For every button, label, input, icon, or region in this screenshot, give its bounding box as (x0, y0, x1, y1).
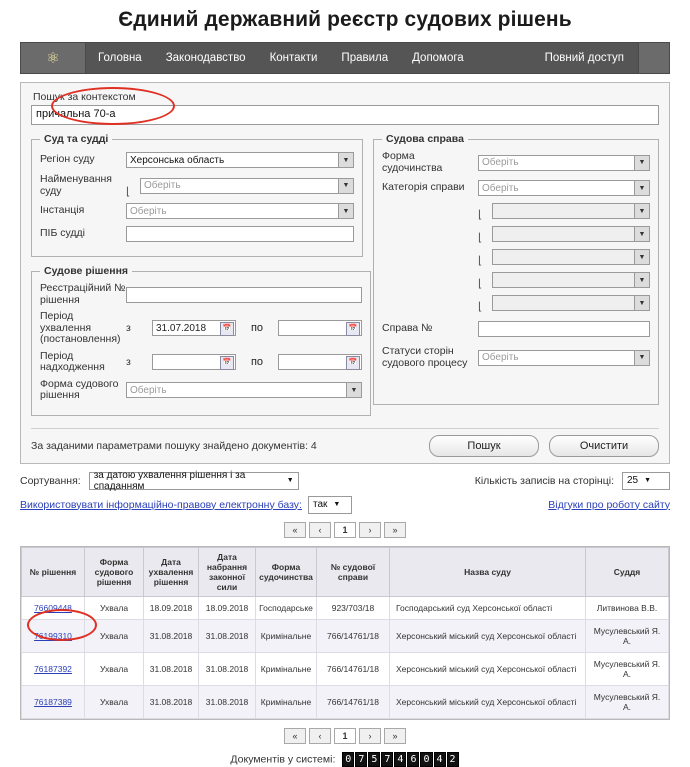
cell-proceeding-form: Кримінальне (256, 619, 317, 652)
pager-last[interactable]: » (384, 522, 406, 538)
category-value: Оберіть (482, 182, 519, 194)
cell-decision-form: Ухвала (85, 619, 144, 652)
clear-button[interactable]: Очистити (549, 435, 659, 457)
reg-number-row (40, 283, 362, 306)
instance-label: Інстанція (40, 204, 85, 217)
counter-digit: 2 (447, 752, 459, 767)
cell-case-number: 766/14761/18 (317, 619, 390, 652)
table-row[interactable] (22, 685, 669, 718)
nav-item-contacts[interactable]: Контакти (269, 52, 318, 64)
reg-number-label: Реєстраційний № рішення (40, 282, 126, 306)
th-judge[interactable]: Суддя (586, 547, 669, 596)
table-body (22, 596, 669, 718)
pager-first[interactable]: « (284, 522, 306, 538)
proceeding-form-select[interactable] (478, 155, 650, 171)
cell-doc-number[interactable] (22, 596, 85, 619)
category-row (382, 179, 650, 197)
receipt-period-row (40, 351, 362, 374)
proceeding-form-value: Оберіть (482, 157, 519, 168)
found-documents-text: За заданими параметрами пошуку знайдено документів: 4 (31, 439, 317, 452)
table-row[interactable] (22, 652, 669, 685)
results-table-wrapper (20, 546, 670, 720)
nav-item-full-access[interactable]: Повний доступ (531, 43, 638, 73)
subcategory-select-1[interactable] (492, 203, 650, 219)
legal-base-value: так (312, 499, 328, 510)
pager-prev[interactable]: ‹ (309, 728, 331, 744)
chevron-down-icon[interactable]: ▼ (634, 351, 649, 365)
subcategory-select-4[interactable] (492, 272, 650, 288)
table-row[interactable] (22, 596, 669, 619)
cell-date-effective: 18.09.2018 (199, 596, 256, 619)
case-fieldset (373, 133, 659, 405)
cell-judge: Мусулевський Я. А. (586, 685, 669, 718)
cell-case-number: 766/14761/18 (317, 652, 390, 685)
cell-decision-form: Ухвала (85, 685, 144, 718)
cell-court-name: Херсонський міський суд Херсонської області (390, 652, 586, 685)
cell-doc-number[interactable] (22, 685, 85, 718)
cell-judge: Мусулевський Я. А. (586, 652, 669, 685)
th-case-number[interactable]: № судової справи (317, 547, 390, 596)
cell-decision-form: Ухвала (85, 596, 144, 619)
cell-judge: Мусулевський Я. А. (586, 619, 669, 652)
results-table (21, 547, 669, 719)
legal-base-select[interactable] (308, 496, 352, 514)
reg-number-input[interactable] (126, 287, 362, 303)
chevron-down-icon[interactable]: ▼ (634, 250, 649, 264)
chevron-down-icon[interactable]: ▼ (346, 383, 361, 397)
region-row (40, 151, 354, 169)
party-status-value: Оберіть (482, 352, 519, 363)
court-fieldset (31, 133, 363, 257)
chevron-down-icon[interactable]: ▼ (333, 501, 341, 508)
legal-base-link[interactable]: Використовувати інформаційно-правову електронну базу: (20, 498, 302, 511)
counter-digit: 7 (355, 752, 367, 767)
region-value: Херсонська область (130, 154, 225, 166)
calendar-icon[interactable]: 📅 (346, 356, 360, 370)
documents-count-label: Документів у системі: (230, 752, 336, 765)
cell-date-effective: 31.08.2018 (199, 652, 256, 685)
decision-form-value: Оберіть (130, 384, 167, 396)
chevron-down-icon[interactable]: ▼ (634, 181, 649, 195)
adopt-period-label: Період ухвалення (постановлення) (40, 310, 121, 345)
adopt-to-prefix: по (250, 322, 264, 335)
counter-digit: 5 (368, 752, 380, 767)
th-court-name[interactable]: Назва суду (390, 547, 586, 596)
search-button[interactable]: Пошук (429, 435, 539, 457)
cell-case-number: 766/14761/18 (317, 685, 390, 718)
chevron-down-icon[interactable]: ▼ (634, 227, 649, 241)
cell-doc-number[interactable] (22, 619, 85, 652)
coat-of-arms-icon: ⚛ (21, 43, 86, 73)
subcategory-row-2 (382, 225, 650, 243)
calendar-icon[interactable]: 📅 (220, 322, 234, 336)
adopt-from-prefix: з (126, 322, 131, 335)
court-fieldset-legend: Суд та судді (44, 133, 109, 145)
per-page-label: Кількість записів на сторінці: (474, 474, 614, 487)
category-select[interactable] (478, 180, 650, 196)
court-name-select[interactable] (140, 178, 354, 194)
tree-elbow-icon: ⌊ (478, 232, 483, 244)
cell-court-name: Херсонський міський суд Херсонської області (390, 685, 586, 718)
subcategory-row-1 (382, 202, 650, 220)
pager-last[interactable]: » (384, 728, 406, 744)
proceeding-form-label: Форма судочинства (382, 150, 443, 174)
chevron-down-icon[interactable]: ▼ (644, 477, 652, 484)
adopt-to-input[interactable] (278, 320, 362, 336)
region-select[interactable] (126, 152, 354, 168)
sort-label: Сортування: (20, 474, 81, 487)
documents-counter (342, 752, 459, 767)
instance-row (40, 202, 354, 220)
decision-fieldset (31, 265, 371, 416)
pager-bottom (0, 728, 690, 744)
cell-doc-number[interactable] (22, 652, 85, 685)
nav-tail (638, 43, 669, 73)
case-number-label: Справа № (382, 322, 433, 335)
chevron-down-icon[interactable]: ▼ (634, 204, 649, 218)
cell-court-name: Господарський суд Херсонської області (390, 596, 586, 619)
category-label: Категорія справи (382, 181, 465, 194)
subcategory-select-5[interactable] (492, 295, 650, 311)
sort-controls-row (20, 469, 670, 492)
th-date-adopted[interactable]: Дата ухвалення рішення (144, 547, 199, 596)
receipt-to-prefix: по (250, 356, 264, 368)
subcategory-row-3 (382, 248, 650, 266)
instance-select[interactable] (126, 203, 354, 219)
cell-decision-form: Ухвала (85, 652, 144, 685)
cell-date-adopted: 31.08.2018 (144, 685, 199, 718)
pager-top (0, 522, 690, 538)
doc-link[interactable]: 76187392 (34, 663, 72, 674)
case-fieldset-legend: Судова справа (386, 133, 464, 145)
chevron-down-icon[interactable]: ▼ (338, 179, 353, 193)
nav-item-rules[interactable]: Правила (341, 52, 389, 64)
calendar-icon[interactable]: 📅 (220, 356, 234, 370)
cell-case-number: 923/703/18 (317, 596, 390, 619)
region-label: Регіон суду (40, 153, 95, 166)
case-number-input[interactable] (478, 321, 650, 337)
table-header-row (22, 547, 669, 596)
judge-label: ПІБ судді (40, 227, 86, 240)
th-doc-number[interactable]: № рішення (22, 547, 85, 596)
decision-form-select[interactable] (126, 382, 362, 398)
tree-elbow-icon: ⌊ (478, 209, 483, 221)
counter-digit: 0 (342, 752, 354, 767)
pager-prev[interactable]: ‹ (309, 522, 331, 538)
chevron-down-icon[interactable]: ▼ (634, 296, 649, 310)
counter-digit: 6 (407, 752, 419, 767)
tree-elbow-icon: ⌊ (478, 278, 483, 290)
tree-elbow-icon: ⌊ (478, 255, 483, 267)
th-date-effective[interactable]: Дата набрання законної сили (199, 547, 256, 596)
court-name-row (40, 174, 354, 197)
counter-digit: 4 (394, 752, 406, 767)
calendar-icon[interactable]: 📅 (346, 322, 360, 336)
search-panel (20, 82, 670, 464)
page-title: Єдиний державний реєстр судових рішень (118, 8, 572, 31)
cell-date-adopted: 31.08.2018 (144, 619, 199, 652)
proceeding-form-row (382, 151, 650, 174)
decision-form-row (40, 379, 362, 402)
context-search-label: Пошук за контекстом (33, 91, 136, 103)
counter-digit: 4 (434, 752, 446, 767)
nav-item-legislation[interactable]: Законодавство (165, 52, 246, 64)
judge-row (40, 225, 354, 243)
decision-fieldset-legend: Судове рішення (44, 265, 129, 277)
sort-value: за датою ухвалення рішення і за спаданням (93, 469, 246, 492)
per-page-select[interactable] (622, 472, 670, 490)
doc-link[interactable]: 76609448 (34, 602, 72, 613)
subcategory-select-3[interactable] (492, 249, 650, 265)
cell-proceeding-form: Кримінальне (256, 685, 317, 718)
adopt-from-value: 31.07.2018 (156, 322, 207, 334)
court-name-value: Оберіть (144, 180, 181, 191)
instance-value: Оберіть (130, 205, 167, 217)
subcategory-row-5 (382, 294, 650, 312)
pager-page-1[interactable]: 1 (334, 522, 356, 538)
counter-digit: 7 (381, 752, 393, 767)
cell-date-effective: 31.08.2018 (199, 619, 256, 652)
party-status-row (382, 346, 650, 369)
cell-proceeding-form: Господарське (256, 596, 317, 619)
cell-proceeding-form: Кримінальне (256, 652, 317, 685)
chevron-down-icon[interactable]: ▼ (338, 153, 353, 167)
party-status-select[interactable] (478, 350, 650, 366)
tree-elbow-icon: ⌊ (478, 301, 483, 313)
pager-next[interactable]: › (359, 728, 381, 744)
chevron-down-icon[interactable]: ▼ (286, 477, 294, 484)
decision-form-label: Форма судового рішення (40, 377, 119, 401)
case-number-row (382, 320, 650, 338)
subcategory-row-4 (382, 271, 650, 289)
doc-link[interactable]: 76199310 (34, 630, 72, 641)
chevron-down-icon[interactable]: ▼ (634, 273, 649, 287)
adopt-from-input[interactable] (152, 320, 236, 336)
receipt-period-label: Період надходження (40, 349, 105, 373)
receipt-to-input[interactable] (278, 354, 362, 370)
results-summary-bar (31, 428, 659, 457)
cell-date-adopted: 31.08.2018 (144, 652, 199, 685)
adopt-period-row (40, 311, 362, 346)
legal-base-row (20, 496, 670, 514)
sort-select[interactable] (89, 469, 299, 492)
counter-digit: 0 (420, 752, 432, 767)
main-navigation (20, 42, 670, 74)
table-row[interactable] (22, 619, 669, 652)
pager-next[interactable]: › (359, 522, 381, 538)
nav-item-help[interactable]: Допомога (412, 52, 464, 64)
doc-link[interactable]: 76187389 (34, 696, 72, 707)
receipt-from-prefix: з (126, 356, 131, 368)
party-status-label: Статуси сторін судового процесу (382, 345, 468, 369)
judge-input[interactable] (126, 226, 354, 242)
context-search-input[interactable]: причальна 70-а (31, 105, 659, 125)
cell-court-name: Херсонський міський суд Херсонської області (390, 619, 586, 652)
nav-item-home[interactable]: Головна (98, 52, 142, 64)
nav-spacer (476, 43, 531, 73)
tree-elbow-icon: ⌊ (126, 186, 131, 198)
chevron-down-icon[interactable]: ▼ (338, 204, 353, 218)
pager-first[interactable]: « (284, 728, 306, 744)
per-page-value: 25 (627, 475, 639, 486)
receipt-from-input[interactable] (152, 354, 236, 370)
court-name-label: Найменування суду (40, 173, 112, 197)
th-proceeding-form[interactable]: Форма судочинства (256, 547, 317, 596)
chevron-down-icon[interactable]: ▼ (634, 156, 649, 170)
footer (0, 752, 690, 767)
subcategory-select-2[interactable] (492, 226, 650, 242)
cell-date-adopted: 18.09.2018 (144, 596, 199, 619)
th-decision-form[interactable]: Форма судового рішення (85, 547, 144, 596)
cell-judge: Литвинова В.В. (586, 596, 669, 619)
feedback-link[interactable]: Відгуки про роботу сайту (548, 498, 670, 511)
cell-date-effective: 31.08.2018 (199, 685, 256, 718)
pager-page-1[interactable]: 1 (334, 728, 356, 744)
